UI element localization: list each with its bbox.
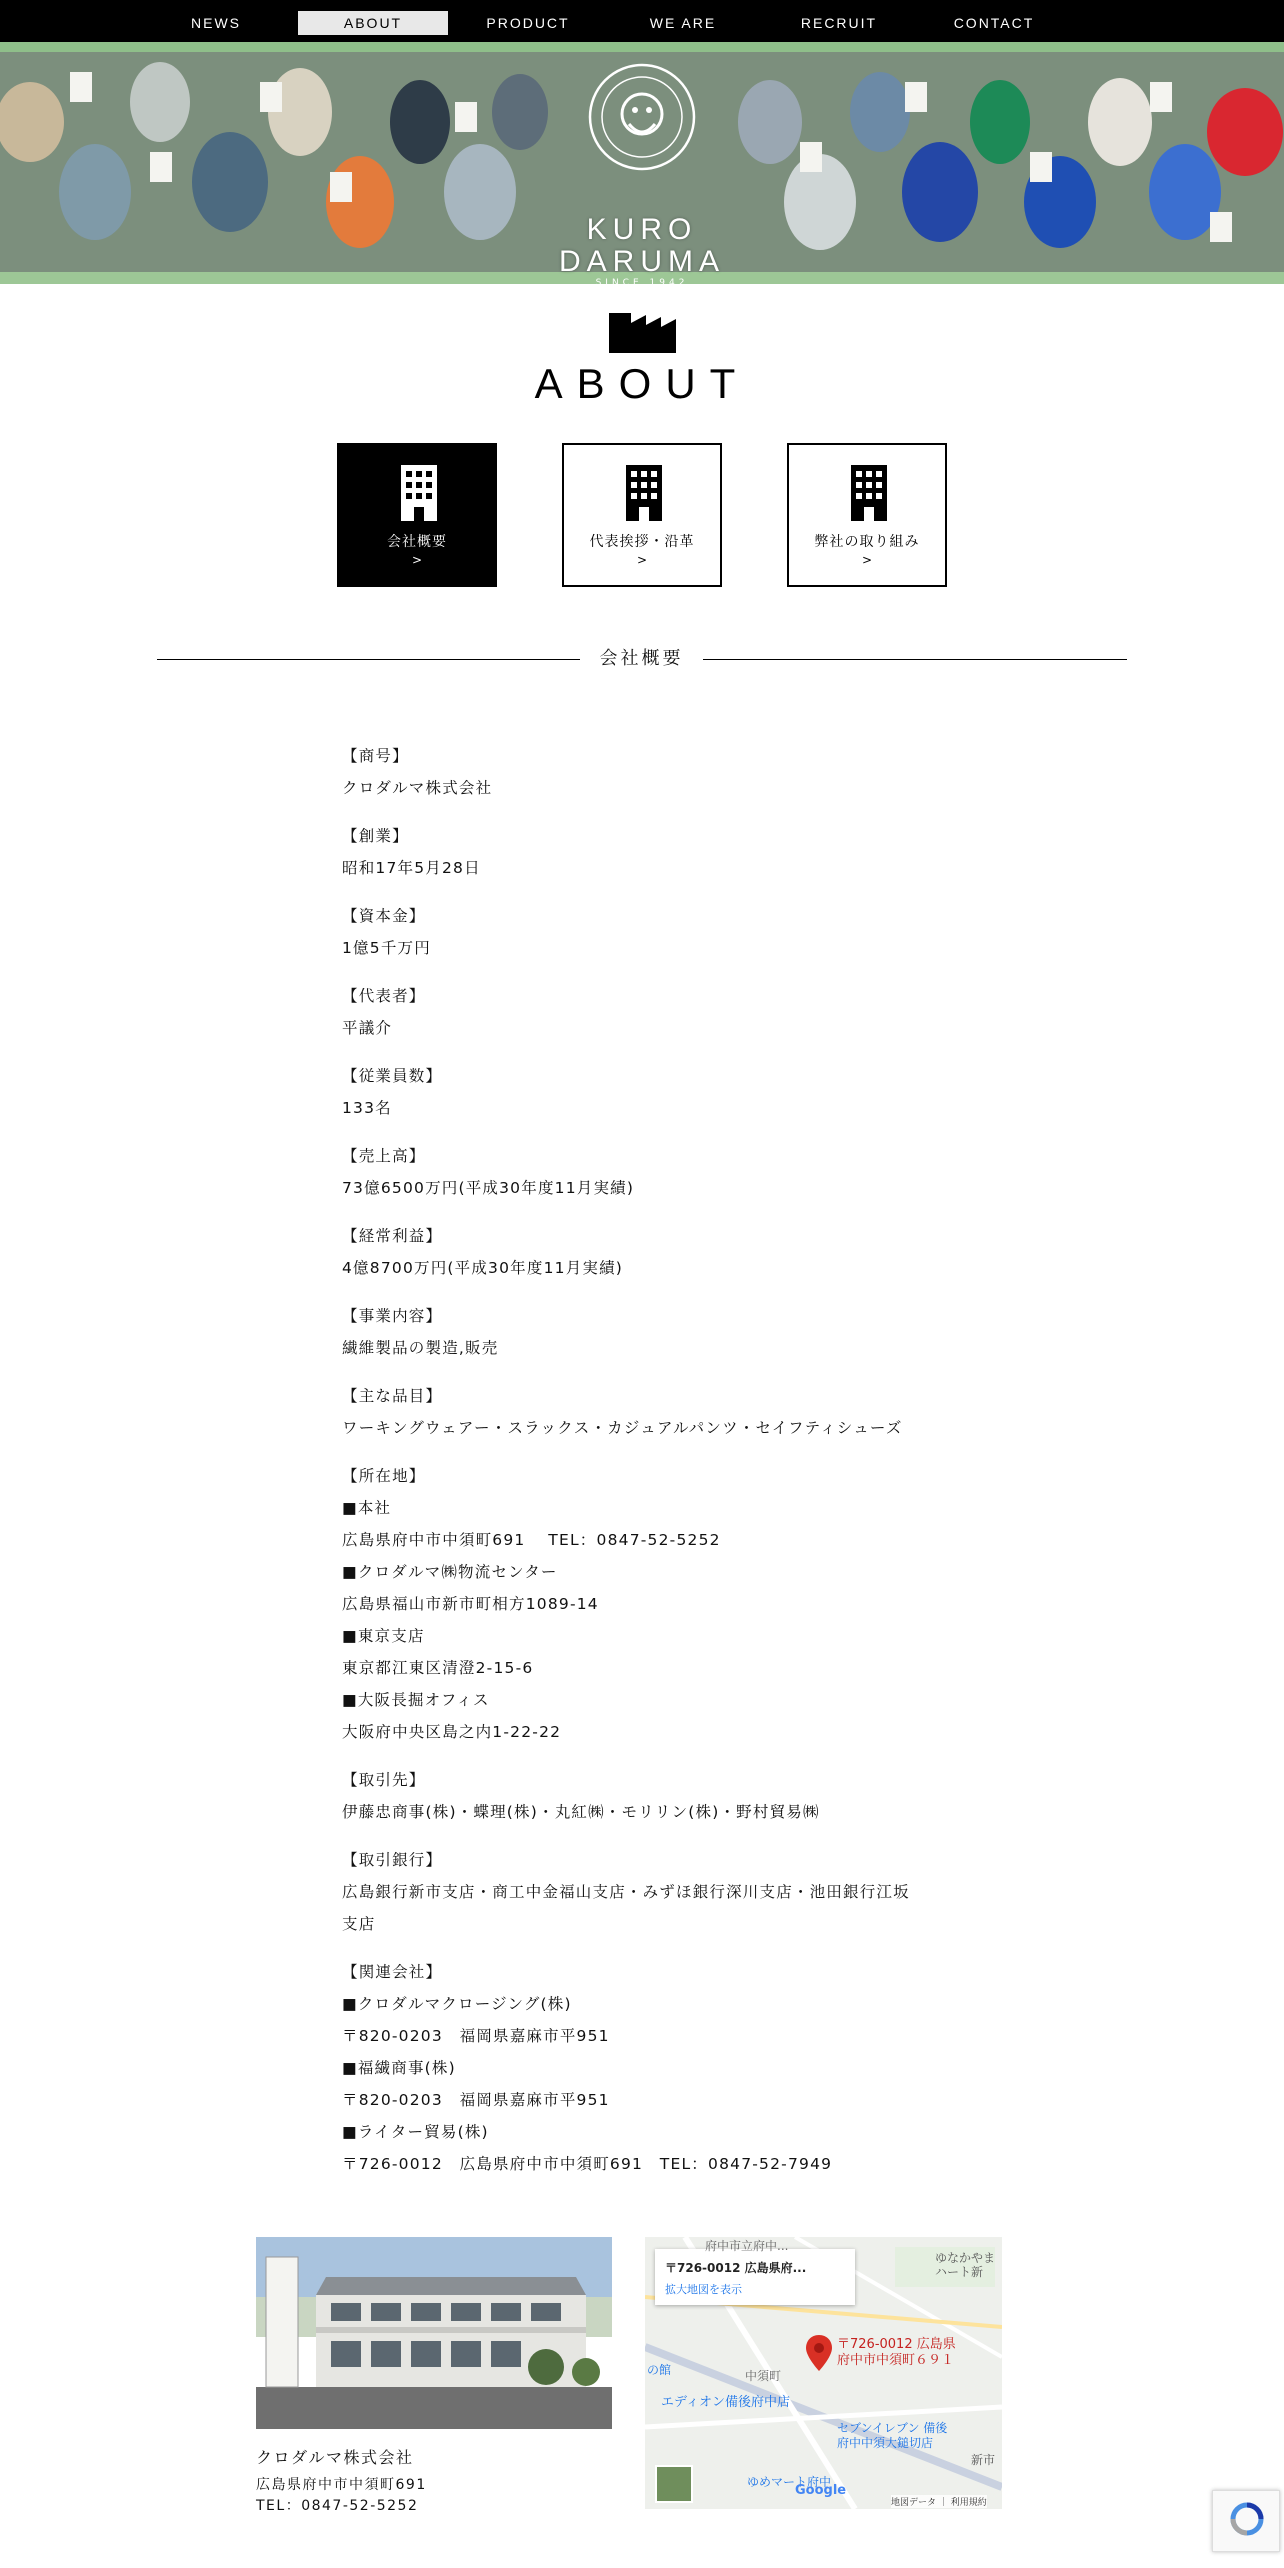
- building-icon: [626, 465, 662, 521]
- map-label: エディオン備後府中店: [661, 2395, 790, 2410]
- map-enlarge-link[interactable]: 拡大地図を表示: [665, 2283, 742, 2296]
- map-label: ゆめマート府中: [747, 2475, 832, 2489]
- daruma-emblem-icon: [587, 62, 697, 172]
- card-greeting-history[interactable]: [562, 443, 722, 587]
- info-value: 大阪府中央区島之内1-22-22: [342, 1723, 562, 1741]
- map-pin-label: 〒726-0012 広島県 府中市中須町６９１: [837, 2337, 956, 2368]
- card-label: 代表挨拶・沿革: [589, 534, 695, 550]
- info-value: 東京都江東区清澄2-15-6: [342, 1659, 534, 1677]
- company-name: クロダルマ株式会社: [256, 2448, 414, 2467]
- nav-recruit[interactable]: RECRUIT: [800, 15, 878, 31]
- company-address: 広島県府中市中須町691: [256, 2477, 427, 2493]
- info-value: ■福繊商事(株): [342, 2059, 456, 2077]
- building-icon: [401, 465, 437, 521]
- info-value: クロダルマ株式会社: [342, 779, 493, 797]
- info-value: 〒820-0203 福岡県嘉麻市平951: [342, 2027, 610, 2045]
- info-label: 【主な品目】: [342, 1387, 443, 1405]
- info-label: 【従業員数】: [342, 1067, 443, 1085]
- info-value: ■ライター貿易(株): [342, 2123, 489, 2141]
- info-label: 【取引先】: [342, 1771, 426, 1789]
- info-value: ■本社: [342, 1499, 392, 1517]
- info-label: 【商号】: [342, 747, 409, 765]
- info-label: 【関連会社】: [342, 1963, 443, 1981]
- info-ordinary-profit: [342, 1220, 942, 1284]
- info-locations: [342, 1460, 942, 1748]
- recaptcha-badge[interactable]: [1212, 2490, 1280, 2552]
- section-heading: [157, 644, 1127, 674]
- divider-line: [703, 659, 1127, 660]
- building-icon: [851, 465, 887, 521]
- info-business: [342, 1300, 942, 1364]
- info-capital: [342, 900, 942, 964]
- info-value: 133名: [342, 1099, 392, 1117]
- info-affiliates: [342, 1956, 942, 2180]
- info-founded: [342, 820, 942, 884]
- chevron-right-icon: >: [636, 553, 648, 567]
- info-banks: [342, 1844, 942, 1940]
- info-value: 支店: [342, 1915, 376, 1933]
- nav-about[interactable]: ABOUT: [298, 11, 448, 35]
- map-label: 新市: [971, 2453, 996, 2467]
- map-label: 中須町: [745, 2369, 782, 2383]
- info-label: 【所在地】: [342, 1467, 426, 1485]
- factory-icon: [609, 313, 676, 353]
- info-label: 【経常利益】: [342, 1227, 443, 1245]
- info-label: 【売上高】: [342, 1147, 426, 1165]
- logo-since: SINCE 1942: [595, 278, 689, 284]
- map-attribution[interactable]: 地図データ ｜ 利用規約: [891, 2495, 987, 2508]
- nav-we-are[interactable]: WE ARE: [649, 15, 717, 31]
- nav-contact[interactable]: CONTACT: [953, 15, 1035, 31]
- map-popup-title: 〒726-0012 広島県府...: [665, 2261, 807, 2275]
- info-representative: [342, 980, 942, 1044]
- satellite-toggle[interactable]: [655, 2465, 693, 2503]
- logo-text-kuro: KURO: [586, 213, 698, 246]
- headquarters-photo: [256, 2237, 612, 2429]
- company-info-list: [342, 740, 942, 2180]
- map-label: ゆなかやま ハート新: [935, 2251, 996, 2279]
- top-nav: [0, 0, 1284, 42]
- info-value: 広島県福山市新市町相方1089-14: [342, 1595, 599, 1613]
- info-value: 繊維製品の製造,販売: [342, 1339, 499, 1357]
- info-label: 【資本金】: [342, 907, 426, 925]
- recaptcha-icon: [1227, 2499, 1267, 2539]
- info-value: 広島銀行新市支店・商工中金福山支店・みずほ銀行深川支店・池田銀行江坂: [342, 1883, 910, 1901]
- kuro-daruma-logo[interactable]: [545, 62, 739, 284]
- map-label: の館: [647, 2363, 672, 2377]
- info-value: 伊藤忠商事(株)・蝶理(株)・丸紅㈱・モリリン(株)・野村貿易㈱: [342, 1803, 820, 1821]
- info-label: 【事業内容】: [342, 1307, 443, 1325]
- google-map[interactable]: [645, 2237, 1002, 2509]
- map-info-popup: [655, 2249, 855, 2305]
- info-value: 4億8700万円(平成30年度11月実績): [342, 1259, 624, 1277]
- info-value: 73億6500万円(平成30年度11月実績): [342, 1179, 635, 1197]
- map-label: 府中市立府中...: [705, 2239, 789, 2253]
- info-value: 〒820-0203 福岡県嘉麻市平951: [342, 2091, 610, 2109]
- card-initiatives[interactable]: [787, 443, 947, 587]
- divider-line: [157, 659, 580, 660]
- info-value: ■大阪長掘オフィス: [342, 1691, 490, 1709]
- info-value: 昭和17年5月28日: [342, 859, 481, 877]
- hero-banner: [0, 42, 1284, 284]
- logo-text-daruma: DARUMA: [558, 245, 725, 278]
- info-value: 平議介: [342, 1019, 393, 1037]
- info-label: 【代表者】: [342, 987, 426, 1005]
- info-value: ■クロダルマクロージング(株): [342, 1995, 572, 2013]
- card-label: 弊社の取り組み: [814, 534, 920, 550]
- chevron-right-icon: >: [861, 553, 873, 567]
- info-sales: [342, 1140, 942, 1204]
- map-pin-icon[interactable]: [806, 2335, 832, 2371]
- info-value: ワーキングウェアー・スラックス・カジュアルパンツ・セイフティシューズ: [342, 1419, 903, 1437]
- card-company-overview[interactable]: [337, 443, 497, 587]
- card-label: 会社概要: [387, 534, 447, 550]
- info-value: 1億5千万円: [342, 939, 431, 957]
- info-employees: [342, 1060, 942, 1124]
- info-clients: [342, 1764, 942, 1828]
- section-heading-text: 会社概要: [599, 648, 684, 669]
- info-value: 広島県府中市中須町691 TEL：0847-52-5252: [342, 1531, 721, 1549]
- page-title: ABOUT: [534, 360, 750, 407]
- info-label: 【創業】: [342, 827, 409, 845]
- info-trade-name: [342, 740, 942, 804]
- info-value: 〒726-0012 広島県府中市中須町691 TEL：0847-52-7949: [342, 2155, 833, 2173]
- map-label: セブンイレブン 備後 府中中須大鎚切店: [837, 2421, 948, 2450]
- info-label: 【取引銀行】: [342, 1851, 443, 1869]
- info-value: ■クロダルマ㈱物流センター: [342, 1563, 558, 1581]
- nav-product[interactable]: PRODUCT: [486, 15, 570, 31]
- info-value: ■東京支店: [342, 1627, 425, 1645]
- nav-news[interactable]: NEWS: [191, 15, 241, 31]
- google-logo: Google: [795, 2483, 847, 2498]
- chevron-right-icon: >: [411, 553, 423, 567]
- info-main-products: [342, 1380, 942, 1444]
- company-tel[interactable]: TEL：0847-52-5252: [256, 2498, 419, 2514]
